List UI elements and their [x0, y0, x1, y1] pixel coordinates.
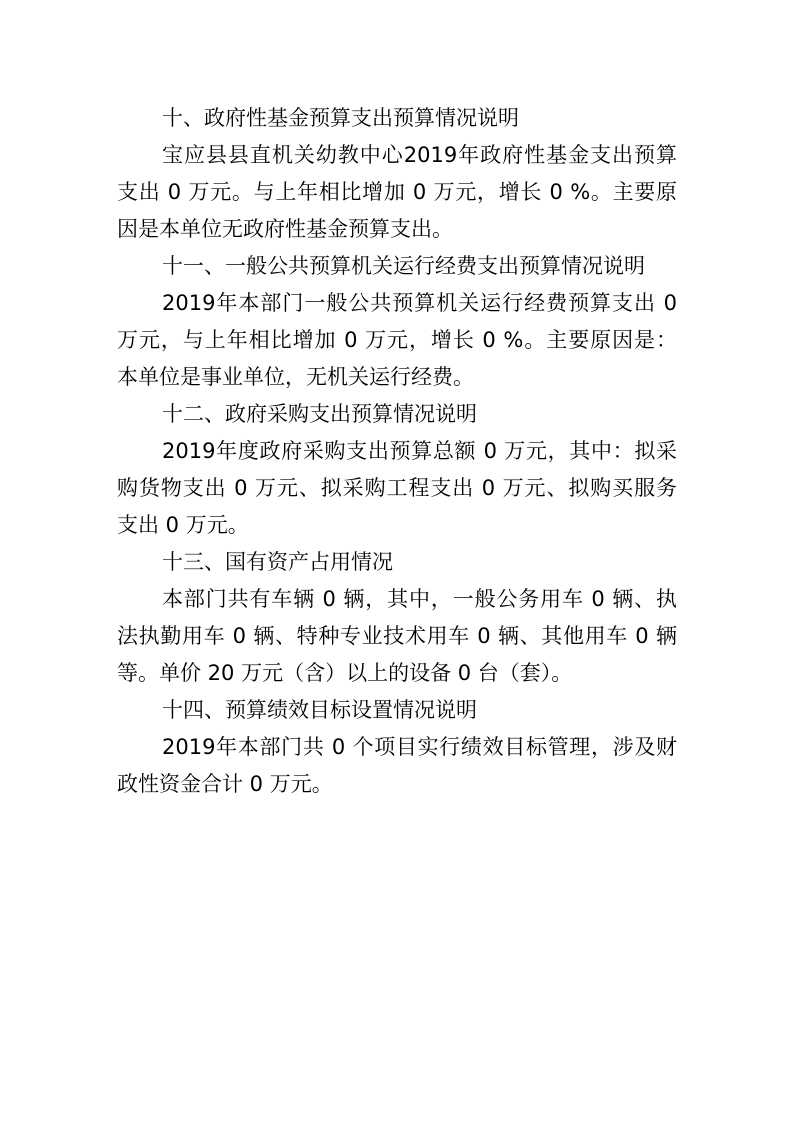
section-heading: 十、政府性基金预算支出预算情况说明 — [162, 106, 519, 130]
document-body — [117, 100, 677, 803]
paragraph-line: 本部门共有车辆 0 辆，其中，一般公务用车 0 辆、执 — [162, 587, 677, 611]
paragraph-line: 万元，与上年相比增加 0 万元，增长 0 %。主要原因是： — [117, 328, 677, 352]
section-14 — [117, 692, 677, 803]
paragraph-line: 政性资金合计 0 万元。 — [117, 772, 333, 796]
section-10 — [117, 100, 677, 248]
section-11 — [117, 248, 677, 396]
paragraph-line: 因是本单位无政府性基金预算支出。 — [117, 217, 453, 241]
paragraph-line: 2019年本部门一般公共预算机关运行经费预算支出 0 — [162, 291, 677, 315]
paragraph-line: 法执勤用车 0 辆、特种专业技术用车 0 辆、其他用车 0 辆 — [117, 624, 677, 648]
section-heading: 十二、政府采购支出预算情况说明 — [162, 402, 477, 426]
section-heading: 十四、预算绩效目标设置情况说明 — [162, 698, 477, 722]
paragraph-line: 购货物支出 0 万元、拟采购工程支出 0 万元、拟购买服务 — [117, 476, 677, 500]
paragraph-line: 2019年度政府采购支出预算总额 0 万元，其中：拟采 — [162, 439, 677, 463]
paragraph-line: 2019年本部门共 0 个项目实行绩效目标管理，涉及财 — [162, 735, 677, 759]
paragraph-line: 本单位是事业单位，无机关运行经费。 — [117, 365, 474, 389]
paragraph-line: 宝应县县直机关幼教中心2019年政府性基金支出预算 — [162, 143, 677, 167]
section-heading: 十一、一般公共预算机关运行经费支出预算情况说明 — [162, 254, 645, 278]
section-heading: 十三、国有资产占用情况 — [162, 550, 393, 574]
paragraph-line: 等。单价 20 万元（含）以上的设备 0 台（套）。 — [117, 661, 573, 685]
paragraph-line: 支出 0 万元。与上年相比增加 0 万元，增长 0 %。主要原 — [117, 180, 677, 204]
section-13 — [117, 544, 677, 692]
section-12 — [117, 396, 677, 544]
paragraph-line: 支出 0 万元。 — [117, 513, 249, 537]
